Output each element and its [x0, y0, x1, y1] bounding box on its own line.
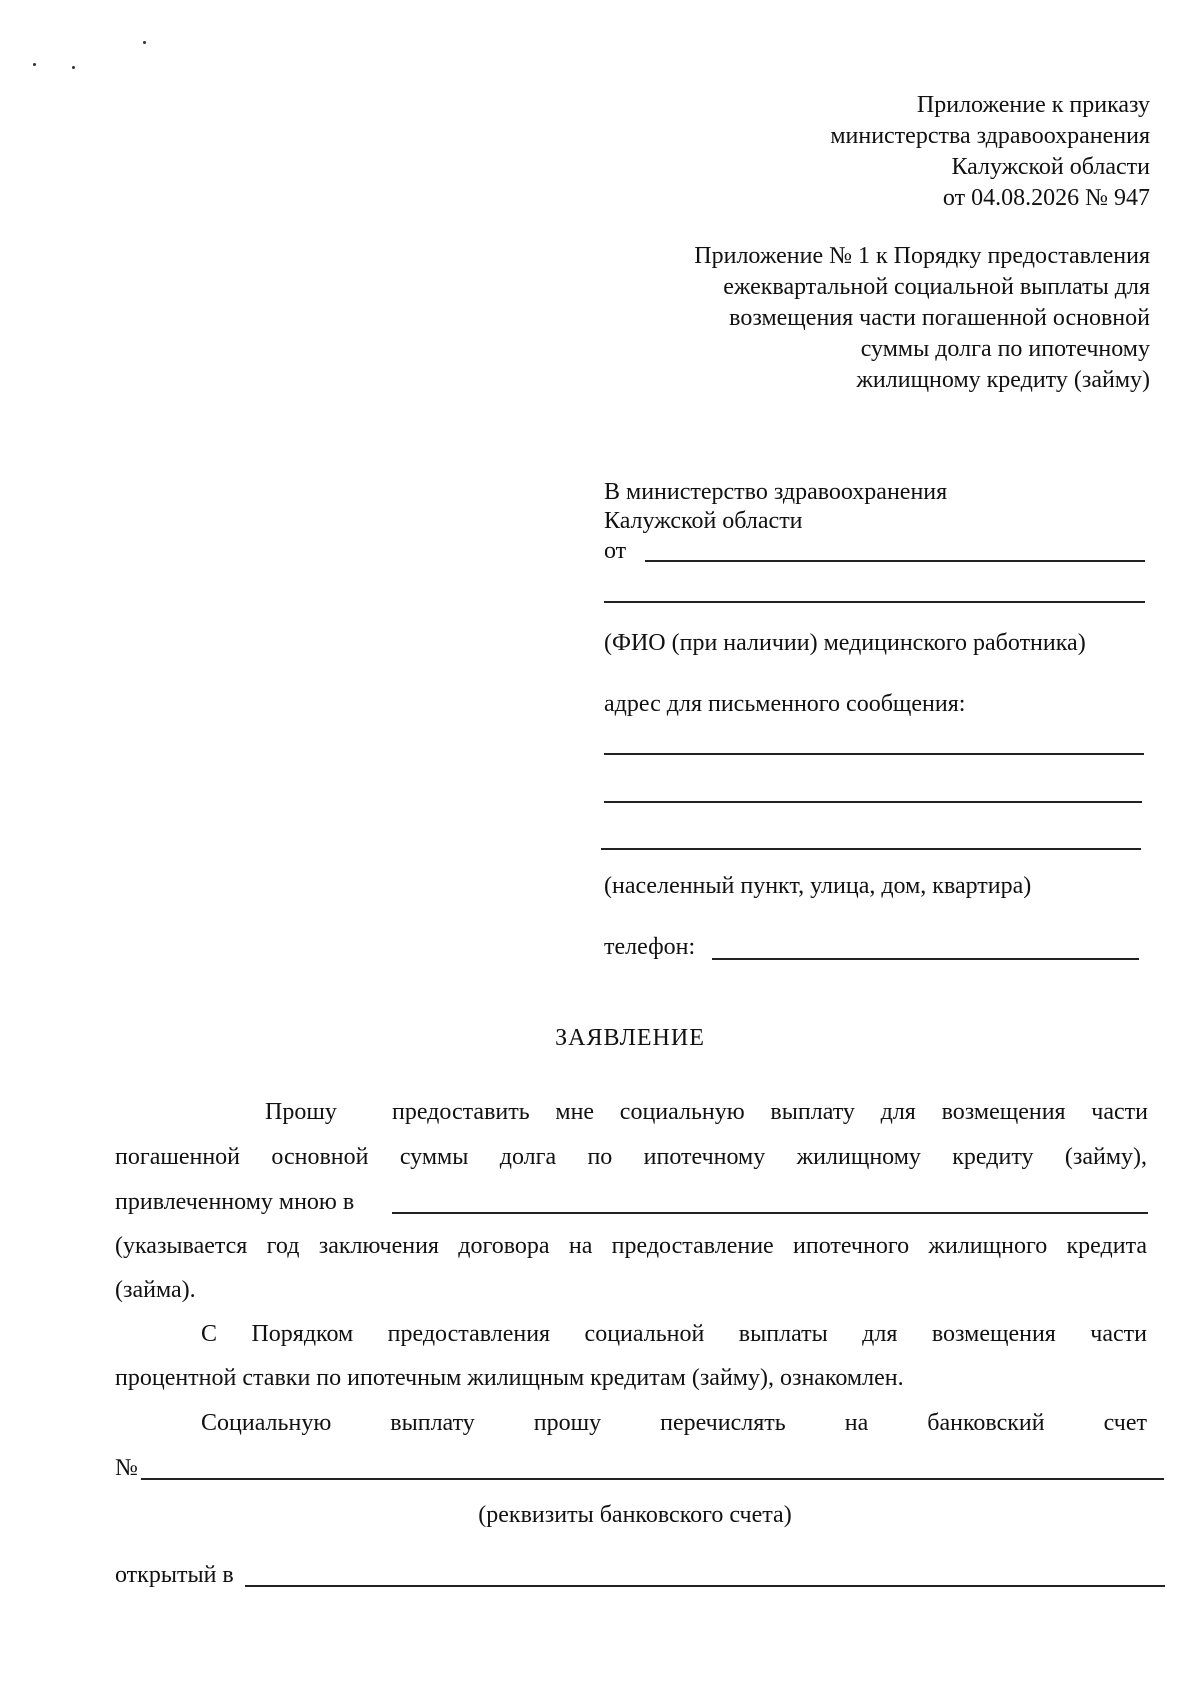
- address-field-2[interactable]: [604, 801, 1142, 803]
- procedure-appendix-header: [694, 241, 1150, 396]
- scan-speck: [143, 41, 146, 44]
- account-number-field[interactable]: [141, 1478, 1164, 1480]
- appendix-line-3: возмещения части погашенной основной: [729, 305, 1150, 331]
- body-p1-line-1: предоставить мне социальную выплату для возмещения части: [392, 1099, 1148, 1125]
- document-title: ЗАЯВЛЕНИЕ: [555, 1025, 705, 1051]
- bank-name-field[interactable]: [245, 1585, 1165, 1587]
- body-p1-line-5: (займа).: [115, 1277, 196, 1303]
- from-label: от: [604, 538, 627, 564]
- order-appendix-header: [830, 90, 1150, 214]
- scan-speck: [72, 66, 75, 69]
- header-line-3: Калужской области: [951, 154, 1150, 180]
- header-order-date-number: от 04.08.2026 № 947: [942, 185, 1150, 211]
- appendix-line-5: жилищному кредиту (займу): [856, 367, 1150, 393]
- account-number-label: №: [115, 1455, 138, 1481]
- body-p2-line-2: процентной ставки по ипотечным жилищным кредитам (займу), ознакомлен.: [115, 1365, 904, 1391]
- addressee-line-1: В министерство здравоохранения: [604, 479, 948, 505]
- appendix-line-1: Приложение № 1 к Порядку предоставления: [694, 243, 1150, 269]
- applicant-name-field-2[interactable]: [604, 601, 1145, 603]
- fio-caption: (ФИО (при наличии) медицинского работника): [604, 630, 1086, 656]
- body-p2-line-1: С Порядком предоставления социальной выплаты для возмещения части: [201, 1321, 1147, 1347]
- header-line-1: Приложение к приказу: [916, 92, 1150, 118]
- body-word-request: Прошу: [265, 1099, 337, 1125]
- body-p3-line-1: Социальную выплату прошу перечислять на банковский счет: [201, 1410, 1147, 1436]
- scan-speck: [33, 63, 36, 66]
- appendix-line-2: ежеквартальной социальной выплаты для: [723, 274, 1150, 300]
- body-p1-year-label: привлеченному мною в: [115, 1189, 355, 1215]
- loan-year-field[interactable]: [392, 1212, 1148, 1214]
- body-p1-line-2: погашенной основной суммы долга по ипотечному жилищному кредиту (займу),: [115, 1144, 1147, 1170]
- phone-label: телефон:: [604, 934, 696, 960]
- bank-opened-label: открытый в: [115, 1562, 234, 1588]
- body-p1-line-4: (указывается год заключения договора на предоставление ипотечного жилищного кредита: [115, 1233, 1147, 1259]
- header-line-2: министерства здравоохранения: [830, 123, 1150, 149]
- applicant-name-field-1[interactable]: [645, 560, 1145, 562]
- account-details-caption: (реквизиты банковского счета): [478, 1502, 792, 1528]
- addressee-line-2: Калужской области: [604, 508, 803, 534]
- address-field-3[interactable]: [601, 848, 1141, 850]
- phone-field[interactable]: [712, 958, 1139, 960]
- appendix-line-4: суммы долга по ипотечному: [860, 336, 1150, 362]
- address-field-1[interactable]: [604, 753, 1144, 755]
- address-label: адрес для письменного сообщения:: [604, 691, 966, 717]
- address-caption: (населенный пункт, улица, дом, квартира): [604, 873, 1032, 899]
